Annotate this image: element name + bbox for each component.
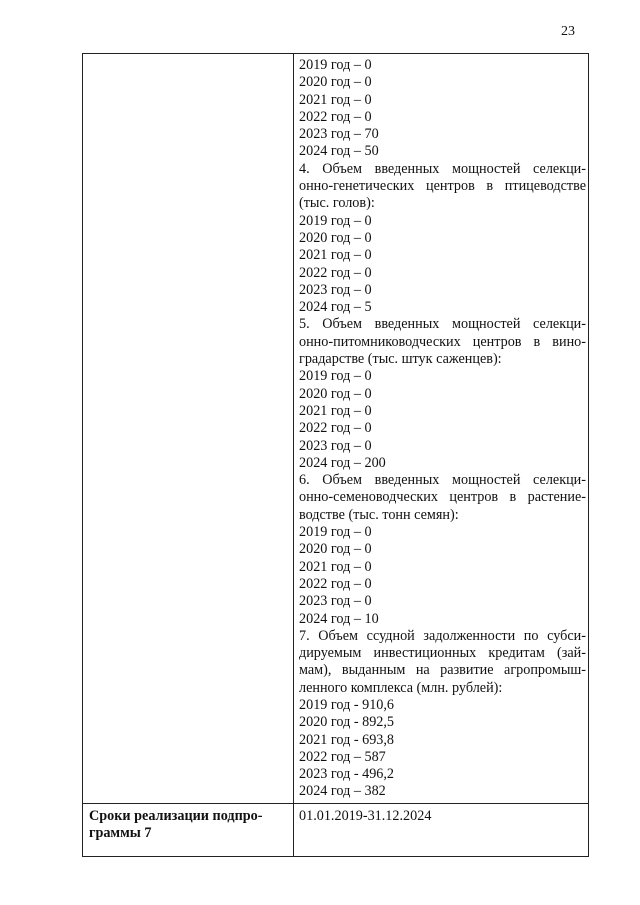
year-value-line: 2022 год – 0 <box>299 264 372 281</box>
indicator-block <box>299 472 586 628</box>
indicator-block <box>299 161 586 317</box>
year-value-line: 2022 год – 0 <box>299 420 372 437</box>
indicator-title-line: ленного комплекса (млн. рублей): <box>299 679 503 696</box>
indicator-block <box>299 628 586 801</box>
term-value: 01.01.2019-31.12.2024 <box>299 807 432 824</box>
page-number: 23 <box>561 24 575 39</box>
term-label-cell <box>83 803 294 856</box>
passport-table <box>82 53 589 857</box>
term-value-cell <box>294 803 589 856</box>
year-value-line: 2019 год - 910,6 <box>299 696 395 713</box>
year-value-line: 2019 год – 0 <box>299 524 372 541</box>
year-value-line: 2024 год – 200 <box>299 454 386 471</box>
term-label-line: Сроки реализации подпро- <box>89 807 263 824</box>
year-value-line: 2024 год – 382 <box>299 783 386 800</box>
year-value-line: 2021 год – 0 <box>299 91 372 108</box>
indicator-list <box>299 161 586 801</box>
year-value-line: 2019 год – 0 <box>299 368 372 385</box>
indicator-title-line: онно-семеноводческих центров в растение- <box>299 489 586 506</box>
year-value-line: 2021 год - 693,8 <box>299 731 395 748</box>
year-value-line: 2023 год – 0 <box>299 281 372 298</box>
indicator-title-line: водстве (тыс. тонн семян): <box>299 506 459 523</box>
year-value-line: 2021 год – 0 <box>299 558 372 575</box>
year-value-line: 2021 год – 0 <box>299 402 372 419</box>
year-value-line: 2023 год – 70 <box>299 126 379 143</box>
year-value-line: 2019 год – 0 <box>299 212 372 229</box>
year-value-line: 2024 год – 5 <box>299 299 372 316</box>
term-label-line: граммы 7 <box>89 825 152 842</box>
indicator-title-line: мам), выданным на развитие агропромыш- <box>299 662 586 679</box>
indicator-title-line: 5. Объем введенных мощностей селекци- <box>299 316 586 333</box>
year-value-line: 2020 год – 0 <box>299 541 372 558</box>
indicator-block <box>299 316 586 472</box>
indicator-title-line: 4. Объем введенных мощностей селекци- <box>299 160 586 177</box>
empty-label-cell <box>83 54 294 804</box>
year-value-line: 2023 год – 0 <box>299 593 372 610</box>
year-value-line: 2020 год – 0 <box>299 229 372 246</box>
indicator-title-line: 6. Объем введенных мощностей селекци- <box>299 472 586 489</box>
year-value-line: 2020 год - 892,5 <box>299 714 395 731</box>
year-value-line: 2022 год – 0 <box>299 108 372 125</box>
year-value-line: 2023 год – 0 <box>299 437 372 454</box>
year-value-line: 2020 год – 0 <box>299 74 372 91</box>
indicators-cell <box>294 54 589 804</box>
indicator-title-line: градарстве (тыс. штук саженцев): <box>299 351 502 368</box>
year-value-line: 2022 год – 0 <box>299 575 372 592</box>
continued-values <box>299 57 586 161</box>
indicators-row <box>83 54 589 804</box>
indicator-title-line: (тыс. голов): <box>299 195 375 212</box>
indicator-title-line: 7. Объем ссудной задолженности по субси- <box>299 627 586 644</box>
year-value-line: 2024 год – 50 <box>299 143 379 160</box>
year-value-line: 2024 год – 10 <box>299 610 379 627</box>
year-value-line: 2020 год – 0 <box>299 385 372 402</box>
year-value-line: 2021 год – 0 <box>299 247 372 264</box>
indicator-title-line: дируемым инвестиционных кредитам (зай- <box>299 645 586 662</box>
year-value-line: 2019 год – 0 <box>299 57 372 73</box>
year-value-line: 2022 год – 587 <box>299 748 386 765</box>
term-row <box>83 803 589 856</box>
year-value-line: 2023 год - 496,2 <box>299 766 395 783</box>
indicator-title-line: онно-питомниководческих центров в вино- <box>299 333 586 350</box>
indicator-title-line: онно-генетических центров в птицеводстве <box>299 178 586 195</box>
